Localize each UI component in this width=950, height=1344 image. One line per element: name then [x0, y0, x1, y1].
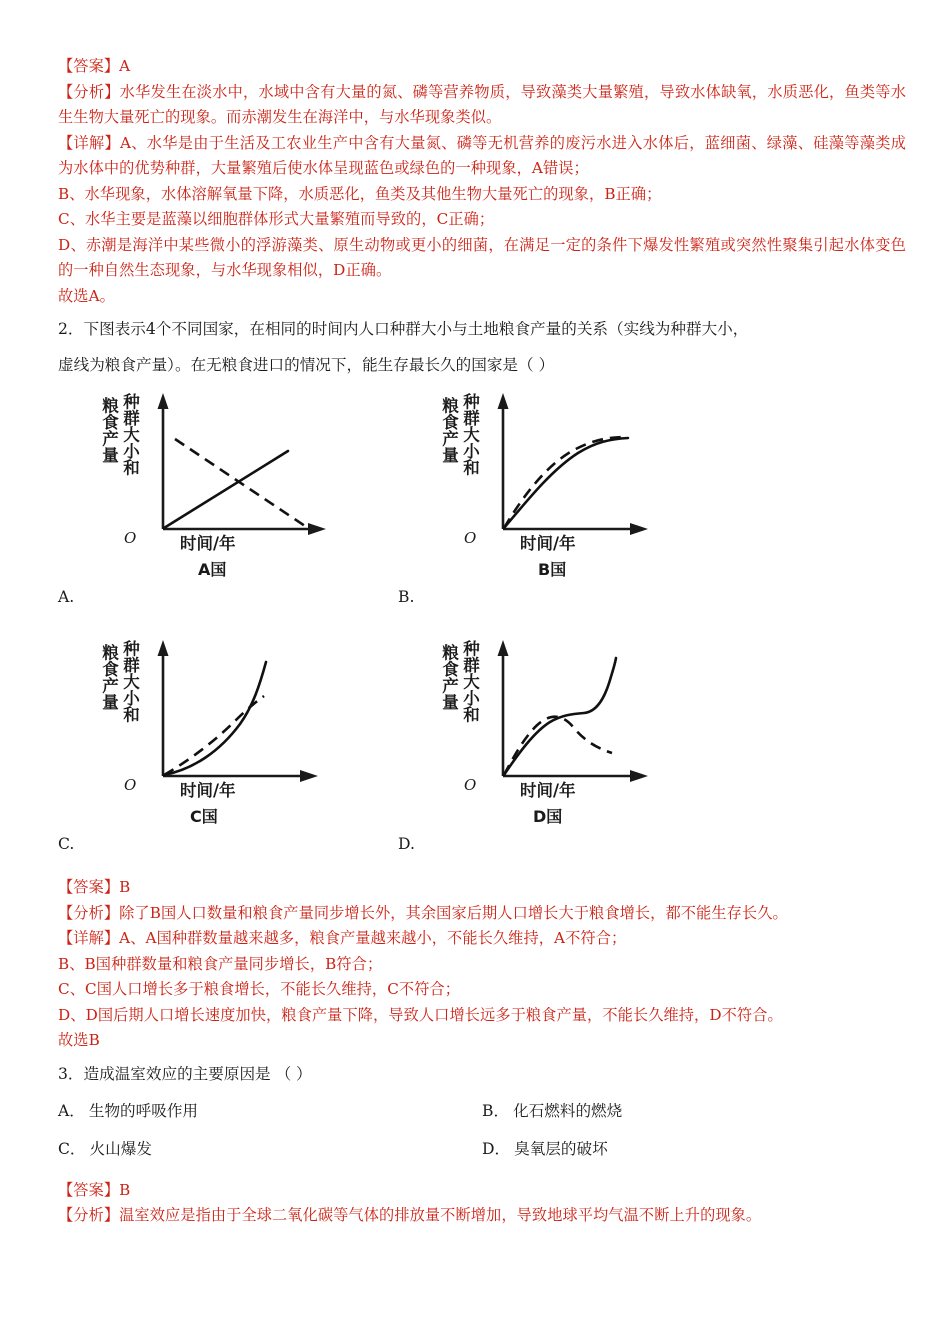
figure-c-y-arrow-icon: [158, 640, 169, 656]
page-content: [58, 54, 906, 1229]
q3-option-d[interactable]: [482, 1130, 906, 1168]
figure-row-top: [58, 389, 906, 614]
q1-explanation-a: 【详解】A、水华是由于生活及工农业生产中含有大量氮、磷等无机营养的废污水进入水体后，蓝细菌、绿藻、硅藻等藻类成为水体中的优势种群，大量繁殖后使水体呈现蓝色或绿色的一种现象，A错误；: [58, 133, 906, 177]
q1-explanation-b: B、水华现象，水体溶解氧量下降，水质恶化，鱼类及其他生物大量死亡的现象，B正确；: [58, 184, 662, 203]
q3-option-row-1: [58, 1092, 906, 1130]
q2-analysis: 【分析】除了B国人口数量和粮食产量同步增长外，其余国家后期人口增长大于粮食增长，都不能生存长久。: [58, 903, 788, 922]
q3-answer-block: [58, 1178, 906, 1229]
q1-conclusion: 故选A。: [58, 286, 115, 305]
figure-b-series-food-dashed: [504, 437, 627, 528]
figure-d: [398, 636, 738, 861]
q3-option-b-letter: B．: [482, 1101, 510, 1120]
figure-d-caption: D国: [533, 807, 563, 826]
figure-d-y-arrow-icon: [498, 640, 509, 656]
figure-d-series-food-dashed: [504, 717, 612, 775]
figure-a-y-arrow-icon: [158, 393, 169, 409]
q1-explanation-c: C、水华主要是蓝藻以细胞群体形式大量繁殖而导致的，C正确；: [58, 210, 495, 228]
q2-figure-group: [58, 389, 906, 861]
figure-a-ylabel-outer: 粮食产量: [99, 397, 119, 463]
q3-block: [58, 1056, 906, 1168]
figure-a-x-arrow-icon: [308, 523, 326, 535]
q3-option-b-text: 化石燃料的燃烧: [513, 1101, 623, 1120]
figure-b-series-population-solid: [504, 438, 628, 528]
q2-conclusion: 故选B: [58, 1031, 100, 1049]
figure-b-xlabel: 时间/年: [520, 534, 576, 553]
q3-option-d-letter: D．: [482, 1139, 511, 1158]
figure-b-ylabel-inner: 种群大小和: [460, 393, 480, 476]
figure-c-origin-label: O: [124, 776, 137, 794]
q3-option-c-letter: C．: [58, 1139, 86, 1158]
q3-option-row-2: [58, 1130, 906, 1168]
q3-analysis: 【分析】温室效应是指由于全球二氧化碳等气体的排放量不断增加，导致地球平均气温不断上升的现象。: [58, 1206, 762, 1224]
q3-answer-line: 【答案】B: [58, 1180, 131, 1199]
figure-d-x-arrow-icon: [630, 770, 648, 782]
q3-stem: 3．造成温室效应的主要原因是 （ ）: [58, 1064, 312, 1083]
figure-c-ylabel-outer: 粮食产量: [99, 644, 119, 710]
figure-a-xlabel: 时间/年: [180, 534, 236, 553]
figure-b-y-arrow-icon: [498, 393, 509, 409]
figure-c-series-population-solid: [164, 662, 266, 775]
figure-c-series-food-dashed: [164, 696, 264, 775]
q3-option-c-text: 火山爆发: [89, 1139, 152, 1158]
figure-b-option-letter: B.: [398, 588, 415, 606]
figure-a-option-letter: A.: [58, 588, 75, 606]
figure-d-xlabel: 时间/年: [520, 781, 576, 800]
figure-row-bottom: [58, 636, 906, 861]
figure-a-ylabel-inner: 种群大小和: [120, 393, 140, 476]
figure-a-caption: A国: [198, 560, 227, 579]
figure-b-caption: B国: [538, 560, 567, 579]
figure-a: [58, 389, 398, 614]
q1-explanation-d: D、赤潮是海洋中某些微小的浮游藻类、原生动物或更小的细菌，在满足一定的条件下爆发性繁殖或突然性聚集引起水体变色的一种自然生态现象，与水华现象相似，D正确。: [58, 235, 906, 279]
figure-c-caption: C国: [190, 807, 218, 826]
figure-d-series-population-solid: [504, 658, 616, 775]
q2-answer-block: [58, 875, 906, 1054]
q1-analysis: 【分析】水华发生在淡水中，水域中含有大量的氮、磷等营养物质，导致藻类大量繁殖，导致水体缺氧，水质恶化，鱼类等水生生物大量死亡的现象。而赤潮发生在海洋中，与水华现象类似。: [58, 82, 906, 126]
figure-b-ylabel-outer: 粮食产量: [439, 397, 459, 463]
q3-option-a-text: 生物的呼吸作用: [88, 1101, 199, 1120]
q2-stem-line2: 虚线为粮食产量）。在无粮食进口的情况下，能生存最长久的国家是（ ）: [58, 356, 555, 374]
figure-d-ylabel-inner: 种群大小和: [460, 640, 480, 723]
q2-explanation-d: D、D国后期人口增长速度加快，粮食产量下降，导致人口增长远多于粮食产量，不能长久维持，D不符合。: [58, 1005, 783, 1024]
q1-answer-block: [58, 54, 906, 309]
figure-c-ylabel-inner: 种群大小和: [120, 640, 140, 723]
figure-b-x-arrow-icon: [630, 523, 648, 535]
q3-option-b[interactable]: [482, 1092, 906, 1130]
q3-option-c[interactable]: [58, 1130, 482, 1168]
figure-b-origin-label: O: [464, 529, 477, 547]
figure-c-option-letter: C.: [58, 835, 75, 853]
figure-a-series-population-solid: [164, 451, 288, 528]
figure-c-xlabel: 时间/年: [180, 781, 236, 800]
q2-explanation-b: B、B国种群数量和粮食产量同步增长，B符合；: [58, 954, 383, 973]
q2-answer-line: 【答案】B: [58, 878, 131, 896]
figure-a-origin-label: O: [124, 529, 137, 547]
figure-b: [398, 389, 738, 614]
figure-d-ylabel-outer: 粮食产量: [439, 644, 459, 710]
q2-stem: [58, 311, 906, 383]
figure-d-option-letter: D.: [398, 835, 415, 853]
q2-stem-line1: 2．下图表示4个不同国家，在相同的时间内人口种群大小与土地粮食产量的关系（实线为种群大小，: [58, 320, 749, 338]
figure-c-x-arrow-icon: [300, 770, 318, 782]
q3-option-a[interactable]: [58, 1092, 482, 1130]
figure-c: [58, 636, 398, 861]
figure-d-origin-label: O: [464, 776, 477, 794]
q3-option-a-letter: A．: [58, 1101, 85, 1120]
q2-explanation-c: C、C国人口增长多于粮食增长，不能长久维持，C不符合；: [58, 980, 461, 998]
q2-explanation-a: 【详解】A、A国种群数量越来越多，粮食产量越来越小，不能长久维持，A不符合；: [58, 929, 627, 947]
q3-option-d-text: 臭氧层的破坏: [514, 1139, 608, 1158]
q1-answer-line: 【答案】A: [58, 57, 131, 75]
